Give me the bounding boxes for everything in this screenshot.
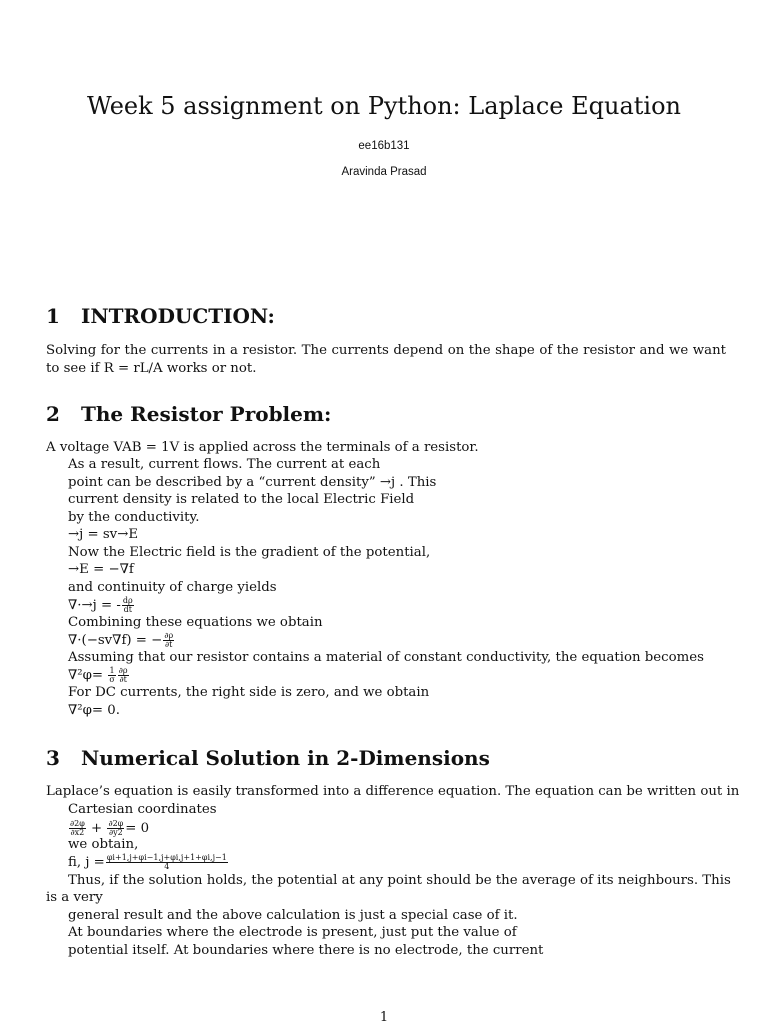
text-line: point can be described by a “current density” →j . This — [68, 475, 437, 490]
fraction: $\frac{\partial\rho}{\partial t}$ — [118, 666, 128, 684]
section-number: 3 — [46, 746, 60, 770]
section-3-heading — [46, 746, 490, 770]
equation-text: ∇²φ= — [68, 668, 104, 683]
fraction: $\frac{\varphi i+1,j+\varphi i-1,j+\varphi i,j+1+\varphi i,j-1}{4}$ — [106, 853, 227, 871]
text-line: current density is related to the local Electric Field — [68, 492, 415, 507]
text-line: For DC currents, the right side is zero, and we obtain — [68, 685, 430, 700]
author-name: Aravinda Prasad — [341, 166, 427, 178]
equation-line: →j = sv→E — [68, 527, 139, 542]
equation-line: →E = −∇f — [68, 562, 134, 577]
text-line: At boundaries where the electrode is present, just put the value of — [68, 925, 517, 940]
section-1-text: Solving for the currents in a resistor. The currents depend on the shape of the resistor and we want to see if R = rL/A works or not. — [46, 343, 726, 376]
section-title: Numerical Solution in 2-Dimensions — [81, 746, 490, 770]
text-line: Laplace’s equation is easily transformed into a difference equation. The equation can be written out in — [46, 784, 740, 799]
text-line: As a result, current flows. The current at each — [68, 457, 381, 472]
page-number: 1 — [379, 1010, 389, 1025]
equation-line — [68, 632, 175, 649]
section-number: 1 — [46, 304, 60, 328]
equation-line — [68, 667, 130, 684]
section-title: The Resistor Problem: — [81, 402, 332, 426]
equation-line — [68, 597, 135, 614]
equation-line: $\frac{\partial 2\varphi}{\partial x2}$ + $\frac{\partial 2\varphi}{\partial y2}$ = 0 — [70, 819, 150, 837]
fraction: $\frac{\partial 2\varphi}{\partial y2}$ — [108, 819, 124, 837]
text-line: Now the Electric field is the gradient of the potential, — [68, 545, 431, 560]
section-1-heading — [46, 304, 275, 328]
section-number: 2 — [46, 402, 60, 426]
fraction: $\frac{\partial\rho}{\partial t}$ — [164, 631, 174, 649]
equation-text: ∇·(−sv∇f) = − — [68, 633, 163, 648]
section-title: INTRODUCTION: — [81, 304, 275, 328]
text-line: by the conductivity. — [68, 510, 200, 525]
equation-text: ∇·→j = - — [68, 598, 121, 613]
fraction: $\frac{1}{\sigma}$ — [109, 666, 115, 684]
fraction: $\frac{d\rho}{dt}$ — [122, 596, 133, 614]
text-line: A voltage VAB = 1V is applied across the terminals of a resistor. — [46, 440, 479, 455]
equation-line — [68, 854, 229, 871]
document-title: Week 5 assignment on Python: Laplace Equation — [86, 92, 682, 120]
text-line: Assuming that our resistor contains a material of constant conductivity, the equation becomes — [68, 650, 704, 665]
text-line: is a very — [46, 890, 103, 905]
text-line: potential itself. At boundaries where there is no electrode, the current — [68, 943, 544, 958]
text-line: general result and the above calculation is just a special case of it. — [68, 908, 518, 923]
text-line: we obtain, — [68, 837, 139, 852]
text-line: Thus, if the solution holds, the potential at any point should be the average of its neighbours. This — [68, 873, 731, 888]
equation-line: ∇²φ= 0. — [68, 703, 120, 718]
fraction: $\frac{\partial 2\varphi}{\partial x2}$ — [70, 819, 85, 837]
equation-text: = 0 — [125, 821, 150, 836]
section-2-heading — [46, 402, 331, 426]
text-line: Combining these equations we obtain — [68, 615, 323, 630]
roll-number: ee16b131 — [358, 140, 410, 152]
text-line: and continuity of charge yields — [68, 580, 277, 595]
text-line: Cartesian coordinates — [68, 802, 217, 817]
equation-text: fi, j = — [68, 855, 105, 870]
